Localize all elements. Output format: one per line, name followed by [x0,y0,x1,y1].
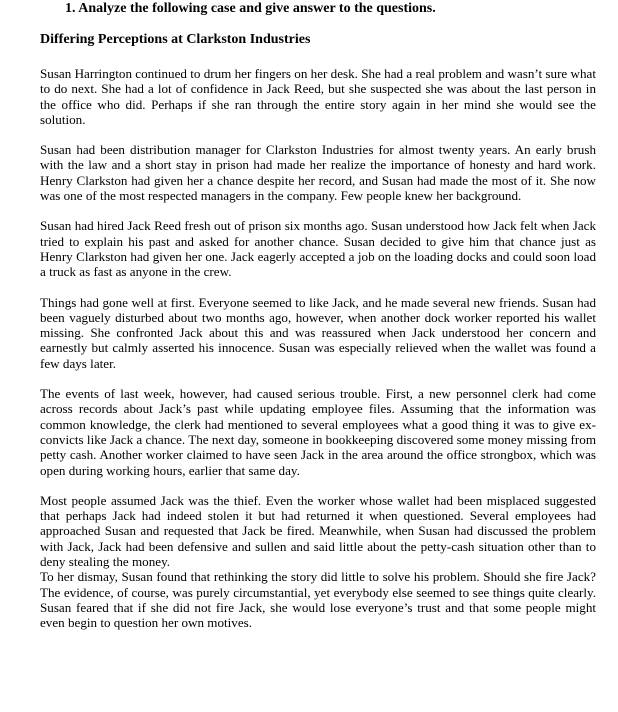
question-heading: 1. Analyze the following case and give answer to the questions. [65,1,436,16]
paragraph: Susan had been distribution manager for Clarkston Industries for almost twenty years. An early brush with the law and a short stay in prison had made her realize the importance of honesty and hard work. Henry Clarkston had given her a chance despite her record, and Susan had made the most of it. She now was one of the most respected managers in the company. Few people knew her background. [40,142,596,204]
paragraph: Things had gone well at first. Everyone seemed to like Jack, and he made several new friends. Susan had been vaguely disturbed about two months ago, however, when another dock worker reported his wallet missing. She confronted Jack about this and was reassured when Jack understood her concern and earnestly but calmly asserted his innocence. Susan was especially relieved when the wallet was found a few days later. [40,294,596,371]
paragraph: Most people assumed Jack was the thief. Even the worker whose wallet had been misplaced suggested that perhaps Jack had indeed stolen it but had returned it when questioned. Several employees had approached Susan and requested that Jack be fired. Meanwhile, when Susan had discussed the problem with Jack, Jack had been defensive and sullen and said little about the petty-cash situation other than to deny stealing the money. [40,492,596,570]
paragraph: Susan had hired Jack Reed fresh out of prison six months ago. Susan understood how Jack felt when Jack tried to explain his past and asked for another chance. Susan decided to give him that chance just as Henry Clarkston had given her one. Jack eagerly accepted a job on the loading docks and could soon load a truck as fast as anyone in the crew. [40,218,596,280]
paragraph: To her dismay, Susan found that rethinking the story did little to solve his problem. Should she fire Jack? The evidence, of course, was purely circumstantial, yet everybody else seemed to see things quite clearly. Susan feared that if she did not fire Jack, she would lose everyone’s trust and that some people might even begin to question her own motives. [40,569,596,631]
paragraph: Susan Harrington continued to drum her fingers on her desk. She had a real problem and wasn’t sure what to do next. She had a lot of confidence in Jack Reed, but she suspected she was about the last person in the office who did. Perhaps if she ran through the entire story again in her mind she would see the solution. [40,66,596,127]
case-body [40,66,596,631]
paragraph: The events of last week, however, had caused serious trouble. First, a new personnel clerk had come across records about Jack’s past while updating employee files. Assuming that the information was common knowledge, the clerk had mentioned to several employees what a good thing it was to give ex-convicts like Jack a chance. The next day, someone in bookkeeping discovered some money missing from petty cash. Another worker claimed to have seen Jack in the area around the office strongbox, which was open during working hours, earlier that same day. [40,386,596,478]
case-title: Differing Perceptions at Clarkston Industries [40,32,311,47]
